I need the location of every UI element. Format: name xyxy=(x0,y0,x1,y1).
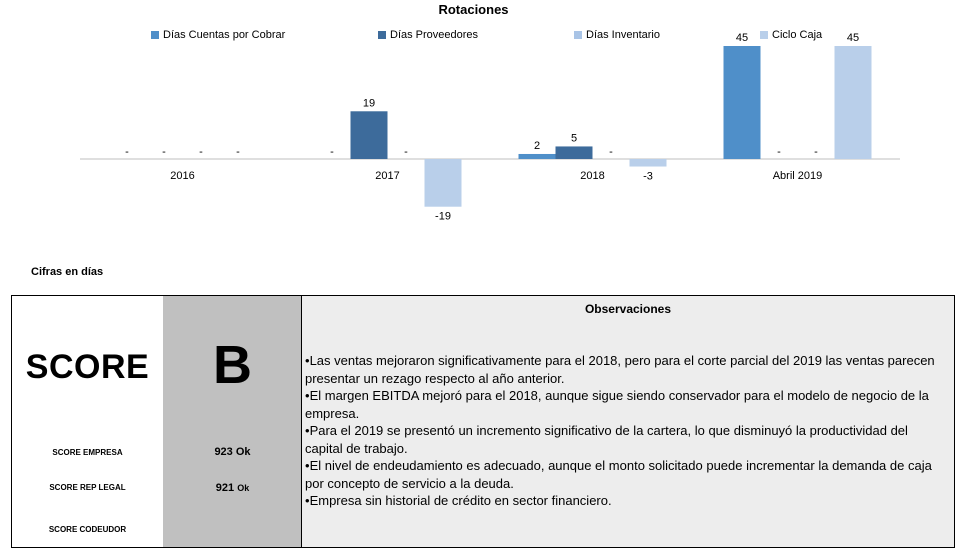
data-label: - xyxy=(777,146,781,158)
data-label: 5 xyxy=(570,132,578,145)
data-label: - xyxy=(162,146,166,158)
data-label: 19 xyxy=(362,97,376,110)
bar xyxy=(351,111,388,159)
score-number: 921 xyxy=(215,482,235,494)
bar xyxy=(724,46,761,159)
x-tick-label: 2016 xyxy=(170,170,195,182)
data-label: - xyxy=(125,146,129,158)
x-tick-label: Abril 2019 xyxy=(772,170,823,182)
legend-label: Días Inventario xyxy=(586,29,660,41)
data-label: - xyxy=(236,146,240,158)
observacion-item: • Para el 2019 se presentó un incremento significativo de la cartera, lo que disminuyó la productividad del capital de trabajo. xyxy=(305,422,944,457)
observacion-item: • El nivel de endeudamiento es adecuado, aunque el monto solicitado puede incrementar la demanda de caja por concepto de servicio a la deuda. xyxy=(305,457,944,492)
rotaciones-bar-chart xyxy=(0,0,967,240)
score-title: SCORE xyxy=(25,348,150,386)
data-label: 45 xyxy=(735,32,749,44)
bar xyxy=(425,159,462,207)
data-label: - xyxy=(814,146,818,158)
data-label: - xyxy=(404,146,408,158)
observaciones-panel xyxy=(302,296,954,547)
score-empresa-label: SCORE EMPRESA xyxy=(52,448,123,457)
score-grade: B xyxy=(213,335,252,395)
observaciones-title: Observaciones xyxy=(584,302,672,316)
score-codeudor-label: SCORE CODEUDOR xyxy=(48,525,127,534)
score-values-column xyxy=(163,296,302,547)
data-label: 2 xyxy=(533,139,541,152)
data-label: 45 xyxy=(846,32,860,44)
x-tick-label: 2018 xyxy=(580,170,605,182)
data-label: - xyxy=(199,146,203,158)
observacion-item: • El margen EBITDA mejoró para el 2018, aunque sigue siendo conservador para el modelo de negocio de la empresa. xyxy=(305,387,944,422)
x-tick-label: 2017 xyxy=(375,170,400,182)
observaciones-list xyxy=(305,352,944,510)
legend-label: Días Cuentas por Cobrar xyxy=(163,29,286,41)
score-status: Ok xyxy=(235,446,251,458)
bar xyxy=(556,146,593,159)
score-status: Ok xyxy=(237,483,250,493)
cifras-note: Cifras en días xyxy=(31,266,104,278)
score-panel xyxy=(11,295,955,548)
bar xyxy=(519,154,556,159)
legend-label: Días Proveedores xyxy=(390,29,479,41)
score-number: 923 xyxy=(214,446,233,458)
score-labels-column xyxy=(12,296,163,547)
bar xyxy=(835,46,872,159)
legend-label: Ciclo Caja xyxy=(772,29,823,41)
chart-title: Rotaciones xyxy=(438,2,509,17)
data-label: - xyxy=(330,146,334,158)
data-label: -19 xyxy=(435,210,451,223)
score-empresa-value xyxy=(163,446,302,458)
observacion-item: • Las ventas mejoraron significativamente para el 2018, pero para el corte parcial del 2019 las ventas parecen presentar un rezago respecto al año anterior. xyxy=(305,352,944,387)
score-rep-legal-label: SCORE REP LEGAL xyxy=(49,483,126,492)
bar xyxy=(630,159,667,167)
data-label: - xyxy=(609,146,613,158)
data-label: -3 xyxy=(643,170,653,183)
observacion-item: • Empresa sin historial de crédito en sector financiero. xyxy=(305,492,944,510)
score-rep-legal-value xyxy=(163,482,302,494)
